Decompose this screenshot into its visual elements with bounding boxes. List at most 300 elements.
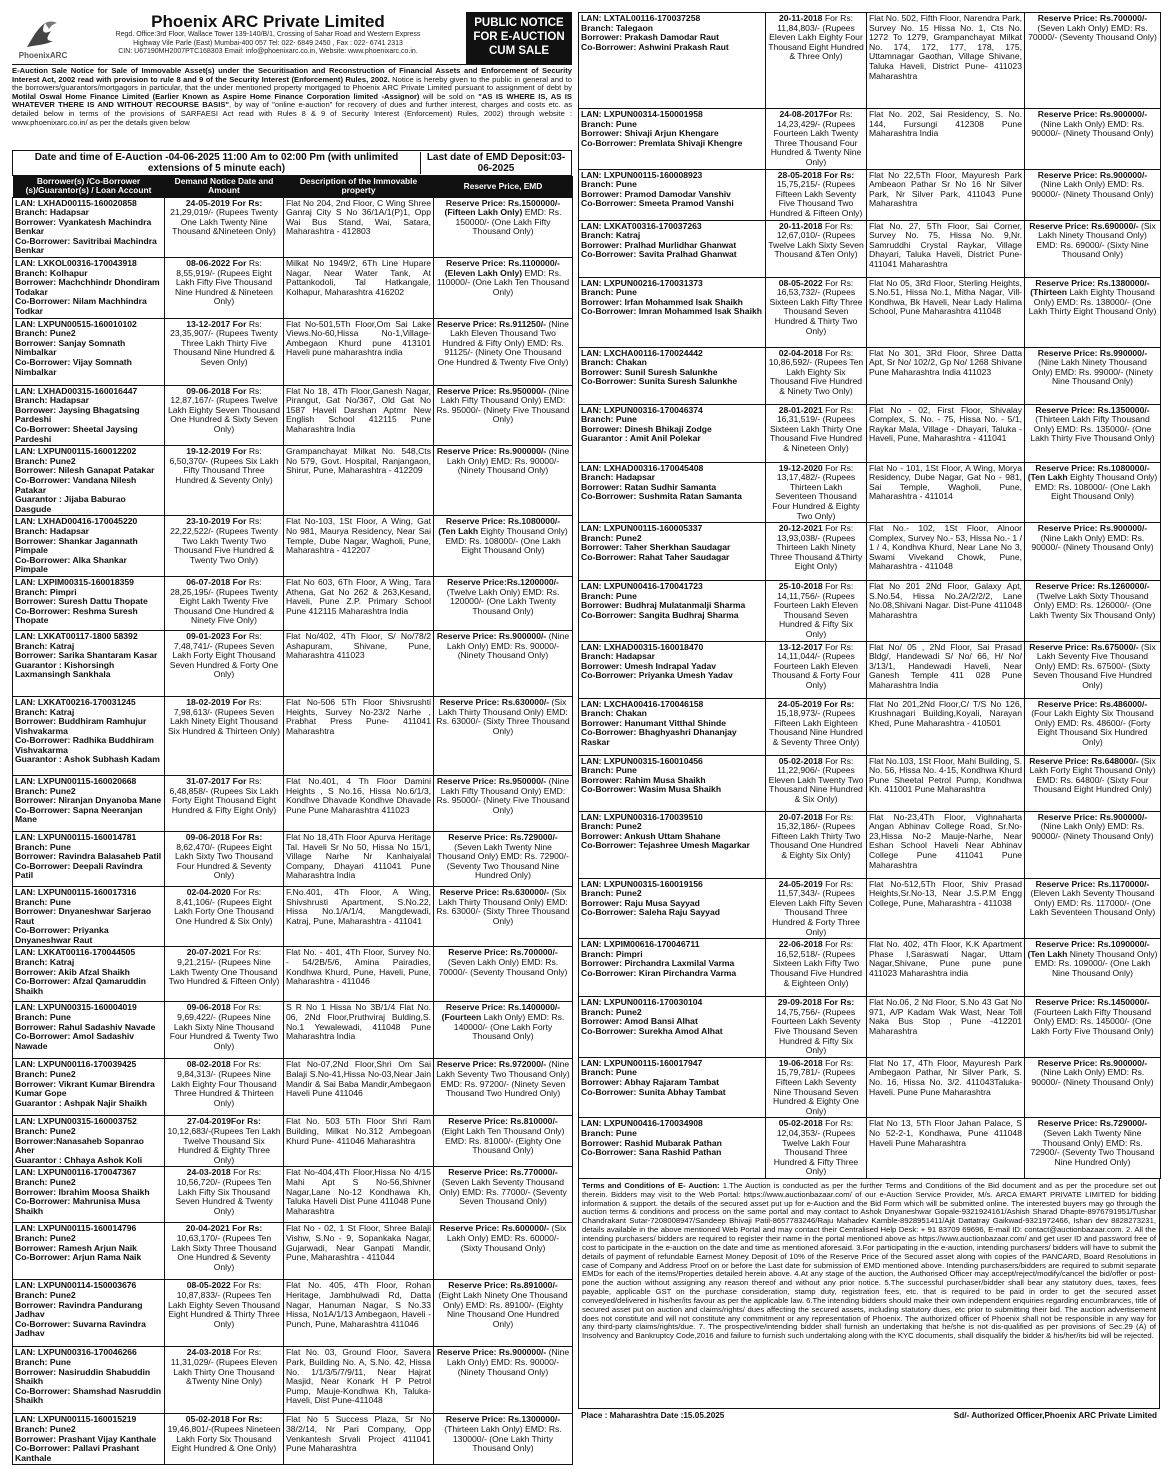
demand-amount: For Rs: 13,17,482/- (Rupees Thirteen Lakh Seventeen Thousand Four Hundred & Eighty Two Only)	[772, 462, 860, 521]
party-line: LAN: LXPUN00416-170041723	[581, 581, 703, 592]
borrower-cell	[13, 696, 165, 775]
borrower-cell	[579, 698, 766, 755]
table-row	[13, 630, 573, 696]
party-line: Co-Borrower: Radhika Buddhiram Vishvakarma	[15, 735, 154, 755]
notice-header	[12, 12, 572, 65]
terms-title: Terms and Conditions of E- Auction:	[582, 1180, 720, 1190]
reserve-price: Reserve Price: Rs.700000/-	[448, 947, 558, 958]
reserve-price: Reserve Price: Rs.1090000/- (Ten Lakh	[1027, 939, 1150, 959]
place-date: Place : Maharashtra Date :15.05.2025	[581, 1410, 725, 1420]
intro-text: , by way of "online e-auction" for recovery of dues and further interest, charges and costs etc. as detailed below in terms of the provisions of SARFAESI Act read with Rules 8 & 9 of Security Interest (Enforcement) Rules, 2002) through website : www.phoenixarc.co.in/ as per the details given below	[12, 100, 572, 127]
demand-date: 27-04-2019For Rs:	[186, 1116, 262, 1127]
party-line: Borrower: Amod Bansi Alhat	[581, 1016, 698, 1027]
reserve-price: Reserve Price: Rs.950000/-	[436, 385, 547, 396]
property-cell: Flat No-501,5Th Floor,Om Sai Lake Views.No-60,Hissa No-1,Village-Ambegaon Khurd pune 413101 Haveli pune maharashtra india	[284, 318, 434, 385]
property-cell: Flat No - 02, 1 St Floor, Shree Balaji Vishw, S.No - 9, Sopankaka Nagar, Gujarwadi, Near Ganpati Mandir, Pune, Maharashtra - 411044	[284, 1223, 434, 1280]
emd-amount: (Six Lakh Forty Eight Thousand Only) EMD: Rs. 64800/- (Sixty Four Thousand Eight Hundred Only)	[1029, 755, 1156, 795]
emd-amount: (Seven Lakh Twenty Nine Thousand Only) EMD: Rs. 72900/- (Seventy Two Thousand Nine Hundred Only)	[437, 841, 569, 881]
borrower-cell	[13, 446, 165, 516]
party-line: Borrower: Sunil Suresh Salunkhe	[581, 366, 718, 377]
demand-date: 19-06-2018	[778, 1057, 823, 1068]
reserve-price: Reserve Price: Rs.1380000/- (Thirteen	[1030, 277, 1150, 298]
demand-date: 20-11-2018	[778, 13, 823, 23]
demand-amount: For Rs: 10,87,833/- (Rupees Ten Lakh Eighty Seven Thousand Eight Hundred & Thirty Three Only)	[167, 1280, 281, 1329]
party-line: Branch: Hadapsar	[15, 207, 90, 218]
party-line: Branch: Pune2	[15, 1424, 76, 1435]
property-cell: Flat No.401, 4 Th Floor Damini Heights , S No.16, Hissa No.6/1/3, Kondhve Dhavade Kondhve Dhavade Pune Pune Maharashtra 411023	[284, 775, 434, 831]
party-line: LAN: LXHAD00315-160018470	[581, 641, 704, 652]
party-line: Co-Borrower: Savitribai Machindra Benkar	[15, 235, 157, 256]
emd-amount: (Nine Lakh Only) EMD: Rs. 90000/- (Ninety Thousand Only)	[446, 1347, 570, 1377]
party-line: Co-Borrower: Tejashree Umesh Magarkar	[581, 840, 750, 851]
demand-notice-cell	[165, 775, 284, 831]
borrower-cell	[13, 775, 165, 831]
party-line: LAN: LXKAT00216-170031245	[15, 696, 136, 707]
party-line: Guarantor : Amit Anil Polekar	[581, 433, 701, 444]
party-line: LAN: LXPUN00115-160005337	[581, 523, 703, 534]
party-line: LAN: LXPUN00116-170047367	[15, 1167, 137, 1178]
property-cell: Flat No. 503 5Th Floor Shri Ram Building, Milkat No.312 Ambegoan Khurd Pune- 411046 Maharashtra	[284, 1116, 434, 1167]
party-line: Co-Borrower: Wasim Musa Shaikh	[581, 784, 722, 795]
party-line: LAN: LXTAL00116-170037258	[581, 13, 701, 23]
notice-line: PUBLIC NOTICE	[474, 17, 564, 29]
emd-amount: (Nine Lakh Fifty Thousand Only) EMD: Rs. 95000/- (Ninety Five Thousand Only)	[436, 385, 570, 425]
borrower-cell	[13, 630, 165, 696]
reserve-price-cell	[1025, 277, 1161, 347]
demand-date: 31-07-2017 For	[186, 775, 247, 786]
borrower-cell	[579, 220, 766, 277]
party-line: Borrower: Pralhad Murlidhar Ghanwat	[581, 239, 737, 250]
column-header: Description of the Immovable property	[284, 176, 434, 197]
demand-notice-cell	[766, 581, 867, 642]
table-row	[579, 523, 1161, 581]
column-header: Reserve Price, EMD	[434, 176, 573, 197]
table-row	[579, 169, 1161, 220]
party-line: Co-Borrower: Sushmita Ratan Samanta	[581, 491, 742, 502]
reserve-price-cell	[1025, 404, 1161, 462]
demand-amount: Rs: 23,35,907/- (Rupees Twenty Three Lakh Thirty Five Thousand Nine Hundred & Seven Only)	[170, 318, 278, 367]
demand-notice-cell	[165, 1414, 284, 1465]
demand-date: 05-02-2018	[778, 1118, 823, 1129]
reserve-price-cell	[1025, 13, 1161, 109]
reserve-price: Reserve Price: Rs.972000/-	[436, 1059, 547, 1070]
reserve-price: Reserve Price: Rs.1400000/- (Fourteen	[441, 1002, 561, 1023]
reserve-price-cell	[434, 1116, 573, 1167]
reserve-price-cell	[1025, 755, 1161, 811]
property-cell: Flat No.06, 2 Nd Floor, S.No 43 Gat No 971, A/P Kadam Wak Wast, Near Toll Naka Bus Stop , Pune -412201 Maharashtra	[867, 997, 1025, 1058]
table-row	[13, 197, 573, 258]
reserve-price-cell	[434, 947, 573, 1002]
borrower-cell	[13, 197, 165, 258]
reserve-price-cell	[1025, 878, 1161, 939]
reserve-price: Reserve Price: Rs.630000/-	[439, 886, 550, 897]
demand-amount: 15,75,215/- (Rupees Fifteen Lakh Seventy Five Thousand Two Hundred & Fifteen Only)	[769, 179, 863, 218]
demand-date: 13-12-2017	[778, 641, 823, 652]
party-line: Co-Borrower: Priyanka Dnyaneshwar Raut	[15, 925, 109, 945]
property-cell: Grampanchayat Milkat No. 548,Cts No 579, Govt. Hospital, Ranjangaon, Shirur, Pune, Maharashtra - 412209	[284, 446, 434, 516]
emd-amount: (Twelve Lakh Sixty Thousand Only) EMD: Rs. 126000/- (One Lakh Twenty Six Thousand Only)	[1029, 590, 1156, 620]
demand-date: 24-05-2019 For Rs:	[777, 698, 855, 709]
reserve-price-cell	[1025, 462, 1161, 523]
party-line: Co-Borrower: Deepali Ravindra Patil	[15, 860, 143, 881]
party-line: Co-Borrower: Alka Shankar Pimpale	[15, 554, 127, 575]
property-cell: Flat No-23,4Th Floor, Vighnaharta Angan Abhinav College Road, Sr.No-23,Hissa No-2 Mauje-Narhe, Near Eshan School Haveli Near Abhinav College Pune 411041 Pune Maharashtra	[867, 811, 1025, 878]
demand-date: 24-03-2018	[186, 1167, 231, 1178]
demand-date: 20-12-2021	[778, 523, 823, 534]
party-line: Branch: Pune	[15, 896, 71, 907]
party-line: LAN: LXPUN00315-160004019	[15, 1002, 137, 1013]
company-name: Phoenix ARC Private Limited	[151, 12, 385, 31]
demand-amount: For Rs: 15,32,186/- (Rupees Fifteen Lakh Thirty Two Thousand One Hundred & Eighty Six Only)	[769, 811, 863, 861]
party-line: Co-Borrower: Priyanka Umesh Yadav	[581, 670, 733, 681]
demand-amount: For Rs: 14,11,756/- (Rupees Fourteen Lakh Eleven Thousand Seven Hundred & Fifty Six Only)	[773, 581, 859, 640]
party-line: LAN: LXPUN00115-160017947	[581, 1057, 703, 1068]
party-line: Branch: Pune	[581, 287, 637, 298]
property-cell: Flat No 13, 5Th Floor Jahan Palace, S No 52-2-1, Kondhawa, Pune 411048 Haveli Pune Maharashtra	[867, 1118, 1025, 1179]
borrower-cell	[579, 277, 766, 347]
party-line: LAN: LXHAD00416-170045220	[15, 516, 138, 527]
borrower-cell	[13, 886, 165, 947]
party-line: Borrower: Ratan Sudhir Samanta	[581, 481, 717, 492]
table-row	[13, 1414, 573, 1465]
demand-amount: 10,63,170/- (Rupees Ten Lakh Sixty Three Thousand One Hundred & Seventy Only)	[171, 1233, 277, 1272]
emd-amount: (Nine Lakh Only) EMD: Rs. 90000/- (Ninety Thousand Only)	[1031, 821, 1154, 841]
reserve-price-cell	[434, 197, 573, 258]
reserve-price-cell	[434, 446, 573, 516]
demand-notice-cell	[766, 169, 867, 220]
borrower-cell	[13, 947, 165, 1002]
demand-date: 20-07-2021	[186, 947, 231, 958]
reserve-price-cell	[434, 576, 573, 630]
party-line: Co-Borrower: Saleha Raju Sayyad	[581, 907, 720, 918]
table-row	[13, 1223, 573, 1280]
public-notice-box	[466, 12, 572, 64]
property-cell: Flat No-512,5Th Floor, Shiv Prasad Heights,Sr.No-13, Near J.S.P.M Engg College, Pune, Maharashtra - 411038	[867, 878, 1025, 939]
demand-amount: 15,18,973/- (Rupees Fifteen Lakh Eighteen Thousand Nine Hundred & Seventy Three Only)	[769, 708, 863, 748]
reserve-price-cell	[434, 1167, 573, 1223]
party-line: LAN: LXPUN00316-170039510	[581, 811, 703, 822]
demand-date: 19-12-2019 For	[186, 446, 247, 457]
reserve-price: Reserve Price: Rs.700000/-	[1037, 13, 1148, 23]
property-cell: Flat No 5 Success Plaza, Sr No 38/2/14, Nr Pari Company, Opp Venkantesh Srvali Project 411041 Pune Maharashtra	[284, 1414, 434, 1465]
emd-amount: (Thirteen Lakh Fifty Thousand Only) EMD: Rs. 135000/- (One Lakh Thirty Five Thousand Only)	[1030, 414, 1155, 444]
reserve-price: Reserve Price: Rs.810000/-	[448, 1116, 558, 1127]
party-line: Branch: Pune2	[15, 328, 76, 339]
terms-text: 1.The Auction is conducted as per the further Terms and Conditions of the Bid document and as per the procedure set out therein. Bidders may visit to the Web Portal: https://www.auctionbazaar.com/ of our e-Auction Service Provider, M/s. ARCA EMART PRIVATE LIMITED for bidding information & support. the details of the secured asset put up for e-Auction and the Bid Form which will be submitted online. The interested buyers may go through the auction terms & conditions and process on the same portal and may contact to Ashok Dnyaneshwar Gopale-9321924161/Ashish Sharad Dhapte-8976791951/Tushar Chandrakant Sutar-7208008947/Sandeep Bhivaji Patil-8657783246/Raju Mahadev Kamble-8928951411/Ajit Dattatray Gaikwad-9321972466, Ishan dev 8828273231, details available in the above mentioned Web Portal and may contact their Centralised Help Desk: + 91 83709 69696, E-mail ID: contact@auctionbazaar.com. 2. All the intending purchasers/ bidders are required to register their name in the portal mentioned above as https://www.auctionbazaar.com/ and get user ID and password free of cost to participate in the e-auction on the date and time as mentioned aforesaid. 3.For participating in the e-auction, intending purchasers/ bidders will have to submit the details of payment of refundable Earnest Money Deposit of 10% of the Reserve Price of the Secured asset along with copies of the PANCARD, Board Resolutions in case of Company and Address Proof on or before the Last date for submission of EMD mentioned above. Intending purchasers/bidders are required to submit separate EMDs for each of the items/Properties detailed herein above. 4.At any stage of the auction, the Authorised Officer may accept/reject/modify/cancel the bid/offer or post-pone the auction without assigning any reason thereof and without any prior notice. 5.The successful purchaser/bidder shall bear any statutory dues, taxes, fees payable, applicable GST on the purchase consideration, stamp duty, registration fees, etc. that is required to be paid in order to get the secured asset conveyed/delivered in his/her/its favour as per the applicable law. 6.The intending bidders should make their own independent enquiries regarding encumbrances, title of secured asset put on auction and claims/rights/ dues affecting the secured assets, including statutory dues, etc prior to submitting their bid. The auction advertisement does not constitute and will not constitute any commitment or any representation of Phoenix. The authorized officer of Phoenix shall not be responsible in any way for any third-party claims/rights/due. 7. The prospective/intending bidder shall furnish an undertaking that he/she is not dis-qualified as per provisions of Sec.29 (A) of Insolvency and Bankruptcy Code,2016 and failure to furnish such undertaking along with the KYC documents, shall disqualify the bidder & his/her/its bid will be rejected.	[582, 1180, 1156, 1341]
party-line: Borrower: Prakash Damodar Raut	[581, 32, 720, 43]
table-row	[579, 581, 1161, 642]
table-row	[579, 109, 1161, 170]
demand-notice-cell	[165, 197, 284, 258]
terms-and-conditions	[578, 1179, 1160, 1409]
party-line: Co-Borrower: Nilam Machhindra Todkar	[15, 296, 147, 317]
emd-amount: (Fourteen Lakh Fifty Thousand Only) EMD: Rs. 145000/- (One Lakh Forty Five Thousand Only)	[1031, 1006, 1154, 1036]
demand-amount: Rs: 22,22,522/- (Rupees Twenty Two Lakh Twenty Two Thousand Five Hundred & Twenty Two Only)	[170, 516, 278, 565]
reserve-price: Reserve Price: Rs.729000/-	[448, 831, 558, 842]
party-line: Borrower: Dinesh Bhikaji Zodge	[581, 423, 712, 434]
party-line: Borrower: Vikrant Kumar Birendra Kumar Gope	[15, 1078, 155, 1099]
demand-amount: For Rs: 10,56,720/- (Rupees Ten Lakh Fifty Six Thousand Seven Hundred & Twenty Only)	[175, 1167, 273, 1216]
demand-notice-cell	[766, 220, 867, 277]
demand-amount: For Rs: 12,67,010/- (Rupees Twelve Lakh Sixty Seven Thousand &Ten Only)	[768, 220, 864, 260]
reserve-price: Reserve Price: Rs.911250/-	[437, 318, 546, 329]
demand-date: 06-07-2018 For	[186, 576, 247, 587]
reserve-price: Reserve Price: Rs.900000/-	[436, 1347, 547, 1358]
party-line: Co-Borrower: Pallavi Prashant Kanthale	[15, 1443, 140, 1463]
reserve-price: Reserve Price:Rs.1200000/-	[447, 576, 559, 587]
reserve-price-cell	[434, 1002, 573, 1059]
demand-notice-cell	[165, 1167, 284, 1223]
party-line: Branch: Pune	[581, 179, 637, 190]
borrower-cell	[13, 1167, 165, 1223]
reserve-price-cell	[1025, 997, 1161, 1058]
emd-amount: (Six Lakh Thirty Thousand Only) EMD: Rs. 63000/- (Sixty Three Thousand Only)	[436, 696, 570, 736]
demand-date: 02-04-2018	[778, 347, 823, 358]
party-line: Co-Borrower: Reshma Suresh Thopate	[15, 605, 138, 626]
property-cell: Flat No/402, 4Th Floor, S/ No/78/2 Ashapuram, Shivane, Pune, Maharashtra 411023	[284, 630, 434, 696]
borrower-cell	[13, 1059, 165, 1116]
party-line: Branch: Pune	[15, 841, 71, 852]
party-line: Co-Borrower: Mahrunisa Musa Shaikh	[15, 1196, 141, 1216]
emd-amount: (Nine Lakh Fifty Thousand Only) EMD: Rs. 95000/- (Ninety Five Thousand Only)	[436, 775, 570, 815]
table-row	[13, 1002, 573, 1059]
emd-amount: Lakh Eighty Thousand Only) EMD: Rs. 138000/- (One Lakh Thirty Eight Thousand Only)	[1028, 287, 1157, 317]
notice-line: CUM SALE	[488, 45, 550, 57]
party-line: Co-Borrower: Amol Sadashiv Nawade	[15, 1031, 135, 1051]
table-row	[13, 385, 573, 446]
emd-amount: (Twelve Lakh Only) EMD: Rs. 120000/- (One Lakh Twenty Thousand Only)	[446, 586, 560, 616]
borrower-cell	[579, 462, 766, 523]
party-line: Branch: Pune2	[581, 821, 642, 832]
party-line: Borrower: Jaysing Bhagatsing Pardeshi	[15, 404, 140, 425]
reserve-price-cell	[1025, 939, 1161, 997]
party-line: Branch: Pune	[581, 118, 637, 129]
property-cell: Flat No 18,4Th Floor Apurva Heritage Tal. Haveli Sr No 50, Hissa No 15/1, Village Narhe Nr Kanhaiyalal Company, Dhayari 411041 Pune Maharashtra India	[284, 831, 434, 886]
property-cell: Flat No 17, 4Th Floor, Mayuresh Park Ambegaon Pathar, Nr Silver Park, S. No. 16, Hissa No. 3/2. 411043Taluka- Haveli. Pune Pune Maharashtra	[867, 1057, 1025, 1118]
party-line: Branch: Hadapsar	[15, 525, 90, 536]
party-line: LAN: LXPUN00416-170034908	[581, 1118, 703, 1129]
party-line: Borrower: Ravindra Pandurang Jadhav	[15, 1299, 143, 1320]
emd-amount: (Seven Lakh Only) EMD: Rs. 70000/- (Seventy Thousand Only)	[1028, 22, 1157, 43]
address-line: CIN: U67190MH2007PTC168303 Email: info@phoenixarc.co.in, Website: www.phoenixarc.co.in.	[118, 48, 418, 56]
party-line: Borrower: Pirchandra Laxmilal Varma	[581, 958, 735, 969]
demand-date: 24-05-2019 For Rs:	[185, 197, 263, 208]
reserve-price: Reserve Price: Rs.1080000/- (Ten Lakh	[1027, 462, 1150, 483]
table-row	[13, 1116, 573, 1167]
party-line: Borrower:Nanasaheb Sopanrao Aher	[15, 1135, 144, 1156]
demand-date: 09-06-2018 For	[186, 385, 247, 396]
party-line: Guarantor : Ashok Subhash Kadam	[15, 754, 160, 765]
demand-amount: For Rs: 9,21,215/- (Rupees Nine Lakh Twenty One Thousand Two Hundred & Fifteen Only)	[168, 947, 280, 987]
property-cell: Flat No 18, 4Th Floor,Ganesh Nagar, Pirangut, Gat No/367, Old Gat No 1587 Haveli Darshan Aptmr New English School 412115 Pune Maharashtra India	[284, 385, 434, 446]
party-line: Branch: Hadapsar	[581, 651, 656, 662]
party-line: Co-Borrower: Vijay Somnath Nimbalkar	[15, 357, 132, 377]
party-line: Guarantor : Jijaba Baburao Dasgude	[15, 494, 126, 514]
party-line: LAN: LXPUN00316-170046374	[581, 404, 703, 415]
party-line: Borrower: Umesh Indrapal Yadav	[581, 660, 716, 671]
property-cell: Flat No.103, 1St Floor, Mahi Building, S. No. 56, Hissa No. 4-15, Kondhwa Khurd Pune Sheetal Petrol Pump, Kondhwa Kh. 411001 Pune Maharashtra	[867, 755, 1025, 811]
emd-deadline: Last date of EMD Deposit:03-06-2025	[426, 152, 566, 174]
emd-amount: (Nine Lakh Only) EMD: Rs. 90000/- (Ninety Thousand Only)	[1031, 1067, 1154, 1087]
borrower-cell	[579, 523, 766, 581]
borrower-cell	[13, 385, 165, 446]
emd-amount: Eighty Thousand Only) EMD: Rs. 108000/- (One Lakh Eight Thousand Only)	[1034, 472, 1158, 502]
demand-date: 20-07-2018	[778, 811, 823, 822]
party-line: Branch: Pune2	[581, 888, 642, 899]
emd-amount: (Six Lakh Thirty Thousand Only) EMD: Rs. 63000/- (Sixty Three Thousand Only)	[436, 886, 570, 926]
reserve-price-cell	[434, 516, 573, 577]
reserve-price-cell	[434, 318, 573, 385]
property-cell: Flat No 05, 3Rd Floor, Sterling Heights, S.No.51, Hissa No.1, Mitha Nagar, Vill-Kondhwa, Bk Haveli, Near Lady Halima School, Pune Maharashtra 411048	[867, 277, 1025, 347]
emd-amount: (Nine Lakh Only) EMD: Rs. 90000/- (Ninety Thousand Only)	[1031, 532, 1154, 553]
party-line: Branch: Pune2	[15, 785, 76, 796]
demand-amount: Rs: 8,55,919/- (Rupees Eight Lakh Fifty Five Thousand Nine Hundred & Nineteen Only)	[175, 258, 273, 307]
reserve-price: Reserve Price: Rs.891000/-	[448, 1280, 558, 1291]
demand-date: 28-05-2018 For Rs:	[777, 169, 855, 180]
party-line: LAN: LXPUN00115-160008923	[581, 169, 703, 180]
table-row	[579, 220, 1161, 277]
party-line: Branch: Kolhapur	[15, 267, 88, 278]
auction-table-right	[578, 12, 1161, 1179]
borrower-cell	[13, 576, 165, 630]
emd-amount: (Six Lakh Only) EMD: Rs. 60000/- (Sixty Thousand Only)	[446, 1223, 567, 1253]
demand-notice-cell	[165, 576, 284, 630]
reserve-price-cell	[434, 385, 573, 446]
property-cell: Flat No. 27, 5Th Floor, Sai Corner, Survey No. 75, Hissa No. 9,Nr. Samruddhi Crystal Raykar, Village Dhayari, Taluka Haveli, District Pune-411041 Maharashtra	[867, 220, 1025, 277]
party-line: LAN: LXKAT00117-1800 58392	[15, 630, 138, 641]
party-line: Branch: Pune2	[15, 1069, 76, 1080]
demand-amount: Rs: 12,87,167/- (Rupees Twelve Lakh Eighty Seven Thousand One Hundred & Sixty Seven Only)	[167, 385, 281, 434]
demand-notice-cell	[766, 939, 867, 997]
demand-amount: For Rs: 11,31,029/- (Rupees Eleven Lakh Thirty One Thousand &Twenty Nine Only)	[170, 1347, 278, 1387]
party-line: Borrower: Buddhiram Ramhujur Vishvakarma	[15, 716, 147, 736]
party-line: Branch: Pune2	[581, 1006, 642, 1017]
notice-line: FOR E-AUCTION	[473, 31, 565, 43]
demand-date: 02-04-2020	[186, 886, 231, 897]
emd-amount: EMD: Rs. 110000/- (One Lakh Ten Thousand Only)	[436, 267, 570, 297]
table-row	[579, 811, 1161, 878]
intro-text: will be sold on	[419, 91, 479, 101]
phoenix-bird-icon	[23, 17, 63, 51]
borrower-cell	[13, 1002, 165, 1059]
reserve-price-cell	[1025, 811, 1161, 878]
demand-date: 20-04-2021 For Rs:	[185, 1223, 263, 1234]
party-line: LAN: LXPUN00116-170030104	[581, 997, 703, 1008]
demand-notice-cell	[766, 641, 867, 698]
reserve-price: Reserve Price: Rs.770000/-	[448, 1167, 558, 1178]
party-line: Borrower: Shivaji Arjun Khengare	[581, 128, 719, 139]
party-line: Borrower: Pramod Damodar Vanshiv	[581, 188, 731, 199]
reserve-price: Reserve Price: Rs.648000/-	[1029, 755, 1139, 766]
party-line: LAN: LXKOL00316-170043918	[15, 258, 137, 269]
reserve-price: Reserve Price: Rs.900000/-	[436, 446, 547, 457]
property-cell: Flat No 301, 3Rd Floor, Shree Datta Apt, Sr No/ 102/2, Gp No/ 1268 Shivane Pune Maharashtra India 411023	[867, 347, 1025, 404]
party-line: Borrower: Rashid Mubarak Pathan	[581, 1137, 722, 1148]
party-line: Borrower: Machchhindr Dhondiram Todakar	[15, 277, 160, 297]
party-line: Branch: Hadapsar	[15, 395, 90, 406]
demand-amount: For Rs: 16,31,519/- (Rupees Sixteen Lakh Thirty One Thousand Five Hundred & Nineteen Only)	[769, 404, 863, 453]
borrower-cell	[13, 318, 165, 385]
property-cell: Flat No-07,2Nd Floor,Shri Om Sai Balaji S.No-41,Hissa No-03,Near Jain Mandir & Sai Baba Mandir,Ambegaon Haveli Pune 411046	[284, 1059, 434, 1116]
emd-amount: (Nine Lakh Only) EMD: Rs. 90000/- (Ninety Thousand Only)	[446, 630, 570, 661]
demand-notice-cell	[766, 13, 867, 109]
demand-notice-cell	[165, 831, 284, 886]
auction-date: Date and time of E-Auction -04-06-2025 11:00 Am to 02:00 Pm (with unlimited extensions of 5 minute each)	[13, 152, 421, 174]
demand-date: 22-06-2018	[778, 939, 823, 950]
reserve-price: Reserve Price: Rs.1350000/-	[1035, 404, 1150, 415]
demand-date: 24-08-2017For	[779, 109, 838, 119]
reserve-price: Reserve Price: Rs.486000/-	[1037, 698, 1148, 709]
reserve-price-cell	[1025, 220, 1161, 277]
demand-notice-cell	[766, 811, 867, 878]
party-line: Branch: Pune2	[15, 1290, 76, 1301]
party-line: LAN: LXKAT00116-170044505	[15, 947, 136, 958]
borrower-cell	[13, 1347, 165, 1414]
emd-amount: (Eleven Lakh Seventy Thousand Only) EMD: Rs. 117000/- (One Lakh Seventeen Thousand Only)	[1029, 888, 1156, 918]
demand-amount: Rs: 6,50,370/- (Rupees Six Lakh Fifty Thousand Three Hundred & Seventy Only)	[169, 446, 279, 485]
party-line: Guarantor : Chhaya Ashok Koli	[15, 1154, 143, 1165]
property-cell: Flat No.- 102, 1St Floor, Alnoor Complex, Survey No.- 53, Hissa No.- 1 / 1 / 4, Kondhva Khurd, Near Lane No 3, Swami Vivekand Chowk, Pune, Maharashtra - 411048	[867, 523, 1025, 581]
party-line: Borrower: Raju Musa Sayyad	[581, 897, 700, 908]
party-line: Branch: Hadapsar	[581, 472, 656, 483]
table-row	[579, 1057, 1161, 1118]
reserve-price: Reserve Price: Rs.600000/-	[439, 1223, 550, 1234]
borrower-cell	[579, 811, 766, 878]
borrower-cell	[579, 939, 766, 997]
demand-amount: 8,62,470/- (Rupees Eight Lakh Sixty Two Thousand Four Hundred & Seventy Only)	[174, 841, 274, 881]
demand-date: 25-10-2018	[778, 581, 823, 592]
borrower-cell	[13, 516, 165, 577]
reserve-price-cell	[1025, 1057, 1161, 1118]
reserve-price-cell	[434, 1223, 573, 1280]
borrower-cell	[13, 258, 165, 319]
column-header: Borrower(s) /Co-Borrower (s)/Guarantor(s) / Loan Account	[13, 176, 165, 197]
reserve-price-cell	[1025, 1118, 1161, 1179]
party-line: LAN: LXCHA00116-170024442	[581, 347, 703, 358]
demand-notice-cell	[766, 277, 867, 347]
borrower-cell	[579, 109, 766, 170]
emd-amount: (Seven Lakh Seventy Thousand Only) EMD: Rs. 77000/- (Seventy Seven Thousand Only)	[439, 1177, 567, 1207]
borrower-cell	[579, 755, 766, 811]
party-line: LAN: LXHAD00316-170045408	[581, 462, 704, 473]
demand-notice-cell	[165, 1280, 284, 1347]
party-line: Borrower: Irfan Mohammed Isak Shaikh	[581, 296, 743, 307]
demand-notice-cell	[165, 630, 284, 696]
reserve-price-cell	[434, 696, 573, 775]
demand-amount: Rs: 28,25,195/- (Rupees Twenty Eight Lakh Twenty Five Thousand One Hundred & Ninety Five Only)	[170, 576, 278, 626]
reserve-price-cell	[1025, 109, 1161, 170]
property-cell: Flat No. 405, 4Th Floor, Rohan Heritage, Jambhulwadi Rd, Datta Nagar, Hanuman Nagar, S No.33 Hissa, No1A/1/13 Ambegaon, Haveli - Punch, Pune, Maharashtra 411046	[284, 1280, 434, 1347]
property-cell: Flat No - 02, First Floor, Shivalay Complex, S. No. - 75, Hissa No. - 5/1, Raykar Mala, Village - Dhayari, Taluka - Haveli, Pune, Maharashtra - 411041	[867, 404, 1025, 462]
property-cell: Milkat No 1949/2, 6Th Line Hupare Nagar, Near Water Tank, At Pattankodoli, Tal Hatkangale, Kolhapur, Maharashtra 416202	[284, 258, 434, 319]
table-row	[579, 641, 1161, 698]
reserve-price: Reserve Price: Rs.1260000/-	[1035, 581, 1150, 592]
table-row	[13, 446, 573, 516]
intro-text: Notice is hereby given to the public in general and to the borrowers/guarantors/mortgagors in particular, that the under mentioned property mortgaged to Phoenix ARC Private Limited pursuant to assignment of debt by	[12, 74, 572, 93]
party-line: Borrower: Niranjan Dnyanoba Mane	[15, 795, 162, 806]
borrower-cell	[579, 347, 766, 404]
table-row	[579, 939, 1161, 997]
demand-notice-cell	[165, 446, 284, 516]
emd-amount: Eighty Thousand Only) EMD: Rs. 108000/- (One Lakh Eight Thousand Only)	[445, 525, 568, 556]
reserve-price-cell	[434, 630, 573, 696]
demand-notice-cell	[766, 347, 867, 404]
party-line: Borrower: Ramesh Arjun Naik	[15, 1242, 137, 1253]
emd-amount: (Nine Lakh Only) EMD: Rs. 90000/- (Ninety Thousand Only)	[1031, 179, 1154, 199]
emd-amount: (Six Lakh Ninety Thousand Only) EMD: Rs. 69000/- (Sixty Nine Thousand Only)	[1036, 220, 1156, 260]
demand-amount: Rs: 7,98,613/- (Rupees Seven Lakh Ninety Eight Thousand Six Hundred & Thirteen Only)	[167, 696, 281, 736]
table-row	[13, 775, 573, 831]
